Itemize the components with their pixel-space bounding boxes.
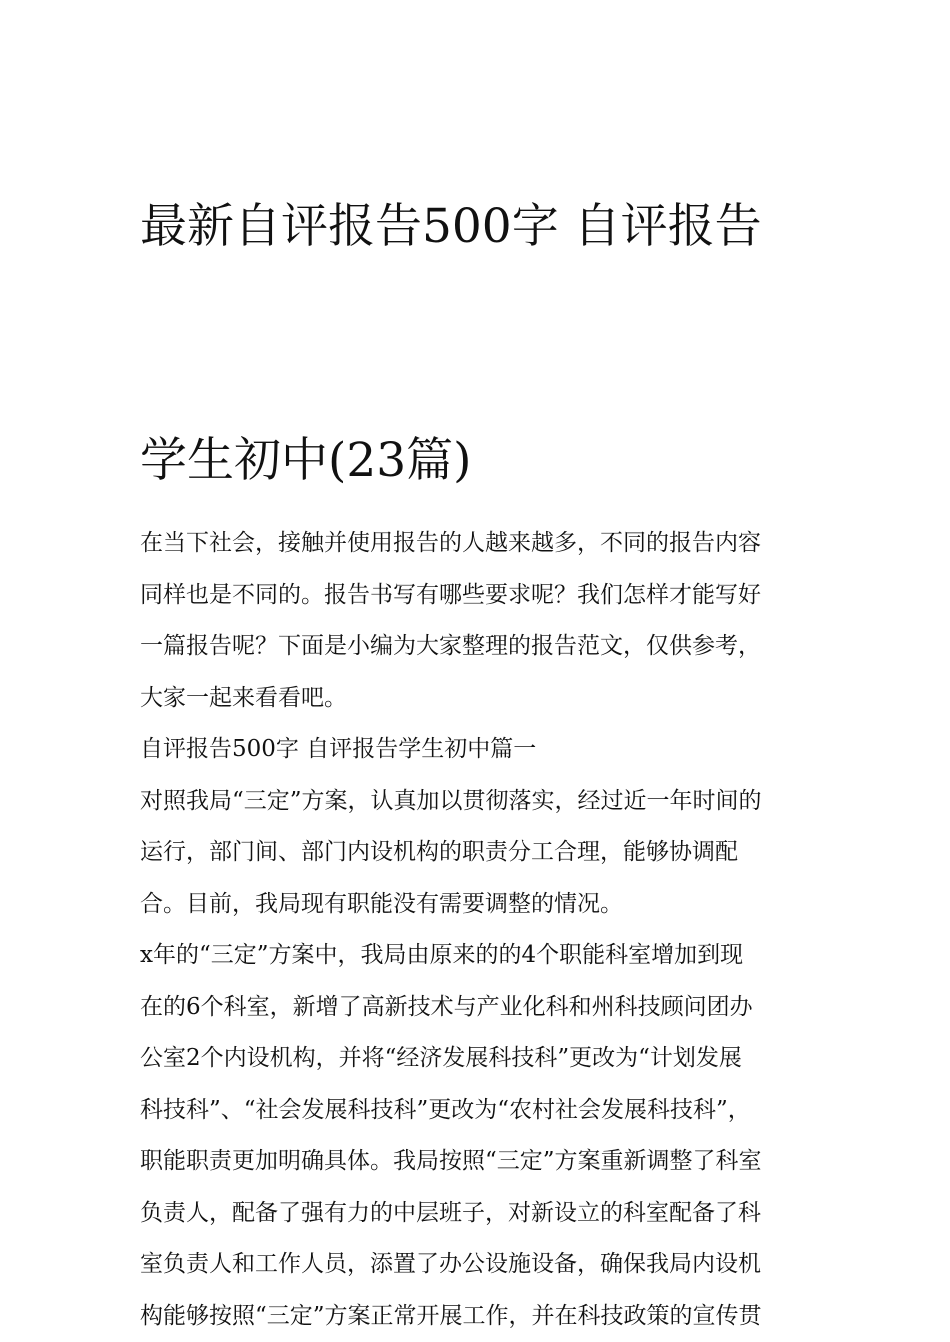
paragraph-line: 运行，部门间、部门内设机构的职责分工合理，能够协调配: [140, 827, 815, 879]
paragraph-line: 对照我局“三定”方案，认真加以贯彻落实，经过近一年时间的: [140, 776, 815, 828]
document-title: [140, 110, 815, 500]
paragraph-line: x年的“三定”方案中，我局由原来的的4个职能科室增加到现: [140, 930, 815, 982]
paragraph-line: 公室2个内设机构，并将“经济发展科技科”更改为“计划发展: [140, 1033, 815, 1085]
section-heading: 自评报告500字 自评报告学生初中篇一: [140, 724, 815, 776]
paragraph-line: 在当下社会，接触并使用报告的人越来越多，不同的报告内容: [140, 518, 815, 570]
document-body: [140, 518, 815, 1342]
paragraph-line: 同样也是不同的。报告书写有哪些要求呢？我们怎样才能写好: [140, 570, 815, 622]
paragraph-line: 一篇报告呢？下面是小编为大家整理的报告范文，仅供参考，: [140, 621, 815, 673]
paragraph-line: 科技科”、“社会发展科技科”更改为“农村社会发展科技科”，: [140, 1085, 815, 1137]
paragraph-line: 负责人，配备了强有力的中层班子，对新设立的科室配备了科: [140, 1188, 815, 1240]
paragraph-line: 合。目前，我局现有职能没有需要调整的情况。: [140, 879, 815, 931]
document-content: [140, 110, 815, 1342]
title-line-1: 最新自评报告500字 自评报告: [140, 199, 762, 254]
paragraph-line: 大家一起来看看吧。: [140, 673, 815, 725]
paragraph-line: 室负责人和工作人员，添置了办公设施设备，确保我局内设机: [140, 1239, 815, 1291]
paragraph-line: 职能职责更加明确具体。我局按照“三定”方案重新调整了科室: [140, 1136, 815, 1188]
paragraph-line: 在的6个科室，新增了高新技术与产业化科和州科技顾问团办: [140, 982, 815, 1034]
title-line-2: 学生初中(23篇): [140, 433, 471, 488]
paragraph-line: 构能够按照“三定”方案正常开展工作，并在科技政策的宣传贯: [140, 1291, 815, 1342]
